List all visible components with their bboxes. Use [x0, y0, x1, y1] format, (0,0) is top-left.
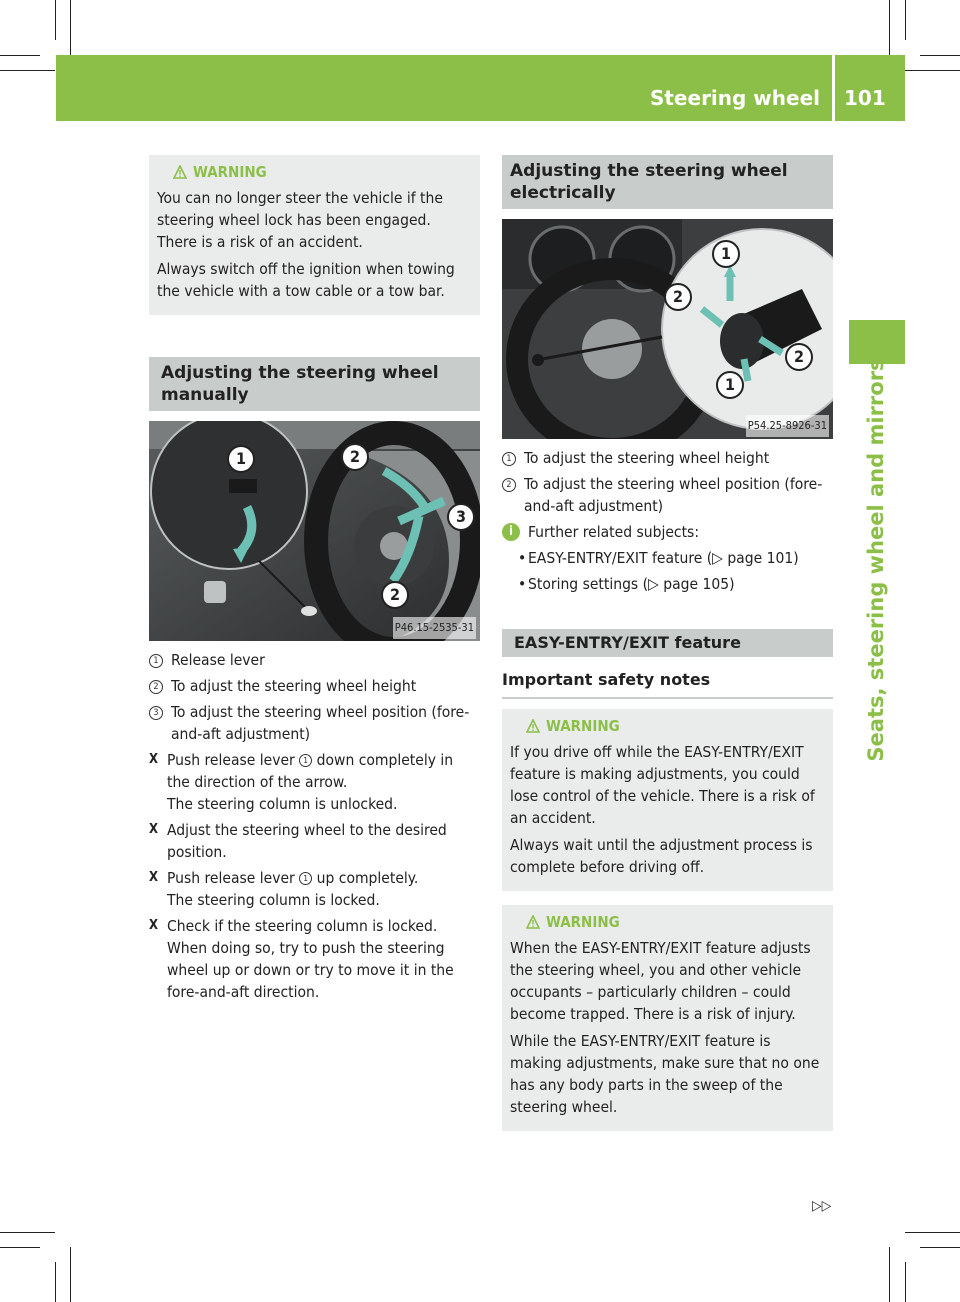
crop-mark — [905, 0, 906, 40]
legend-item — [149, 675, 480, 697]
step-text: Push release lever — [167, 869, 295, 887]
step-arrow-icon: X — [149, 822, 159, 837]
section-heading: Adjusting the steering wheel manually — [149, 357, 480, 411]
crop-mark — [70, 1247, 71, 1302]
warning-triangle-icon — [173, 165, 187, 179]
warning-triangle-icon — [526, 915, 540, 929]
page-title: Steering wheel — [649, 86, 820, 110]
callout-1: 1 — [712, 240, 740, 268]
section-heading: Adjusting the steering wheel electrically — [502, 155, 833, 209]
item-text: Release lever — [171, 651, 265, 669]
step-arrow-icon: X — [149, 918, 159, 933]
warning-label: WARNING — [546, 717, 620, 735]
crop-mark — [0, 55, 40, 56]
figure-electric-adjust — [502, 219, 833, 439]
steering-wheel-manual-illustration — [149, 421, 480, 641]
step-list — [149, 749, 480, 1003]
callout-2: 2 — [664, 283, 692, 311]
crop-mark — [889, 0, 890, 55]
crop-mark — [889, 1247, 890, 1302]
step-text: Adjust the steering wheel to the desired position. — [167, 821, 447, 861]
crop-mark — [0, 1232, 55, 1233]
crop-mark — [0, 1247, 40, 1248]
header-separator — [832, 55, 835, 121]
item-number: 1 — [149, 654, 163, 668]
step-item — [149, 749, 480, 815]
warning-heading — [173, 161, 472, 183]
warning-heading — [526, 715, 825, 737]
step-text: down completely in the direction of the arrow. — [167, 751, 454, 791]
section-heading: EASY-ENTRY/EXIT feature — [502, 629, 833, 657]
item-text: To adjust the steering wheel height — [524, 449, 770, 467]
crop-mark — [905, 1232, 960, 1233]
item-number: 3 — [149, 706, 163, 720]
left-column — [149, 155, 480, 1007]
legend-item — [149, 649, 480, 671]
callout-3: 3 — [447, 503, 475, 531]
warning-triangle-icon — [526, 719, 540, 733]
legend-item — [149, 701, 480, 745]
step-text: Push release lever — [167, 751, 295, 769]
figure-code: P46.15-2535-31 — [393, 617, 476, 639]
step-result: The steering column is locked. — [167, 891, 380, 909]
info-icon: i — [502, 523, 520, 541]
warning-box — [502, 709, 833, 891]
item-number: 1 — [299, 754, 312, 767]
steering-wheel-electric-illustration — [502, 219, 833, 439]
callout-1: 1 — [716, 371, 744, 399]
figure-manual-adjust — [149, 421, 480, 641]
step-arrow-icon: X — [149, 870, 159, 885]
legend-list — [149, 649, 480, 745]
figure-code: P54.25-8926-31 — [746, 415, 829, 437]
bullet-item: • Storing settings (▷ page 105) — [518, 575, 735, 593]
crop-mark — [905, 1262, 906, 1302]
item-text: To adjust the steering wheel position (fore-and-aft adjustment) — [171, 703, 470, 743]
warning-text: If you drive off while the EASY-ENTRY/EXIT feature is making adjustments, you could lose control of the vehicle. There is a risk of an accident. — [510, 743, 815, 827]
legend-list — [502, 447, 833, 517]
crop-mark — [55, 1262, 56, 1302]
item-number: 1 — [502, 452, 516, 466]
crop-mark — [55, 0, 56, 40]
step-result: The steering column is unlocked. — [167, 795, 398, 813]
page-number: 101 — [844, 86, 886, 110]
legend-item — [502, 473, 833, 517]
subheading: Important safety notes — [502, 669, 833, 699]
legend-item — [502, 447, 833, 469]
right-column — [502, 155, 833, 1131]
item-number: 2 — [502, 478, 516, 492]
step-text: up completely. — [316, 869, 419, 887]
continue-indicator: ▷▷ — [812, 1198, 832, 1214]
crop-mark — [920, 55, 960, 56]
warning-label: WARNING — [546, 913, 620, 931]
callout-2: 2 — [381, 581, 409, 609]
crop-mark — [905, 70, 960, 71]
step-text: Check if the steering column is locked. When doing so, try to push the steering wheel up or down or try to move it in the fore-and-aft direction. — [167, 917, 454, 1001]
item-number: 2 — [149, 680, 163, 694]
warning-heading — [526, 911, 825, 933]
callout-2: 2 — [341, 443, 369, 471]
info-text: Further related subjects: — [528, 523, 700, 541]
item-number: 1 — [299, 872, 312, 885]
crop-mark — [0, 70, 55, 71]
warning-text: Always switch off the ignition when towing the vehicle with a tow cable or a tow bar. — [157, 260, 455, 300]
cross-reference-link[interactable]: Storing settings (▷ page 105) — [528, 575, 735, 593]
info-note — [502, 521, 833, 543]
warning-text: Always wait until the adjustment process is complete before driving off. — [510, 836, 813, 876]
step-item — [149, 819, 480, 863]
warning-label: WARNING — [193, 163, 267, 181]
warning-box — [502, 905, 833, 1131]
warning-text: While the EASY-ENTRY/EXIT feature is making adjustments, make sure that no one has any body parts in the sweep of the steering wheel. — [510, 1032, 820, 1116]
crop-mark — [920, 1247, 960, 1248]
step-item — [149, 915, 480, 1003]
crop-mark — [70, 0, 71, 55]
warning-box — [149, 155, 480, 315]
cross-reference-link[interactable]: EASY-ENTRY/EXIT feature (▷ page 101) — [528, 549, 799, 567]
chapter-tab — [849, 320, 905, 364]
warning-text: You can no longer steer the vehicle if the steering wheel lock has been engaged. There is a risk of an accident. — [157, 189, 443, 251]
callout-2: 2 — [785, 343, 813, 371]
warning-text: When the EASY-ENTRY/EXIT feature adjusts the steering wheel, you and other vehicle occupants – particularly children – could become trapped. There is a risk of injury. — [510, 939, 811, 1023]
item-text: To adjust the steering wheel height — [171, 677, 417, 695]
chapter-title: Seats, steering wheel and mirrors — [864, 358, 888, 762]
step-arrow-icon: X — [149, 752, 159, 767]
callout-1: 1 — [227, 445, 255, 473]
bullet-item: • EASY-ENTRY/EXIT feature (▷ page 101) — [518, 549, 799, 567]
step-item — [149, 867, 480, 911]
item-text: To adjust the steering wheel position (fore-and-aft adjustment) — [524, 475, 823, 515]
